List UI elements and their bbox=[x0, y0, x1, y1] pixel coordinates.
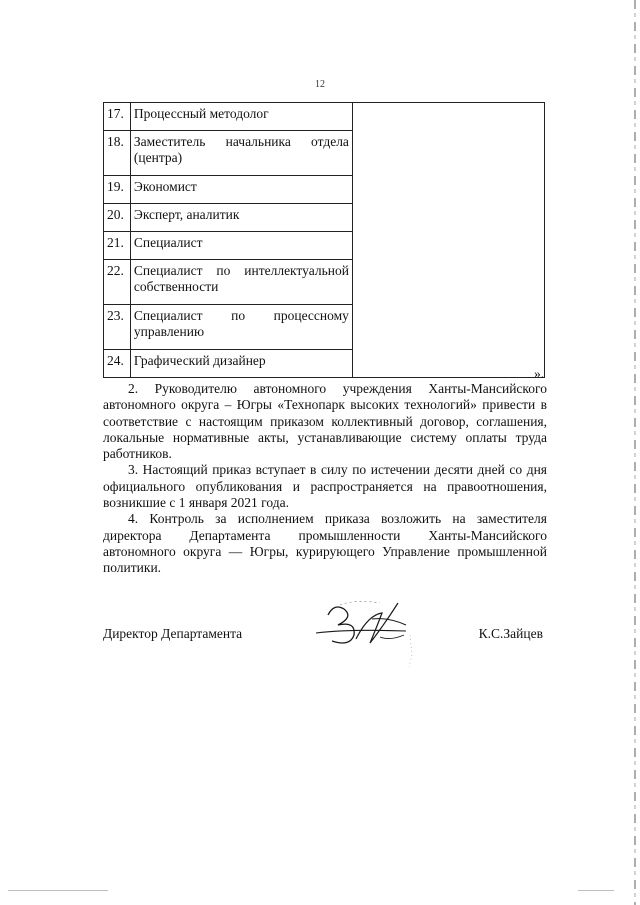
position-name: Специалист по интеллектуальной собственности bbox=[130, 260, 352, 305]
paragraph-3: 3. Настоящий приказ вступает в силу по истечении десяти дней со дня официального опубликования и распространяется на правоотношения, возникшие с 1 января 2021 года. bbox=[103, 462, 547, 511]
position-name: Графический дизайнер bbox=[130, 350, 352, 378]
scan-edge bbox=[634, 0, 636, 905]
signatory-name: К.С.Зайцев bbox=[478, 626, 543, 641]
position-name: Заместитель начальника отдела (центра) bbox=[130, 131, 352, 176]
row-number: 18. bbox=[104, 131, 131, 176]
paragraph-4: 4. Контроль за исполнением приказа возложить на заместителя директора Департамента промышленности Ханты-Мансийского автономного округа — Югры, курирующего Управление промышленной политики. bbox=[103, 511, 547, 576]
closing-quote-mark: ». bbox=[534, 366, 545, 381]
position-name: Специалист bbox=[130, 232, 352, 260]
position-name: Эксперт, аналитик bbox=[130, 204, 352, 232]
row-number: 23. bbox=[104, 305, 131, 350]
row-number: 21. bbox=[104, 232, 131, 260]
page-number: 12 bbox=[315, 79, 325, 90]
row-number: 19. bbox=[104, 176, 131, 204]
row-number: 22. bbox=[104, 260, 131, 305]
merged-empty-cell bbox=[352, 103, 544, 378]
position-name: Процессный методолог bbox=[130, 103, 352, 131]
position-name: Специалист по процессному управлению bbox=[130, 305, 352, 350]
handwritten-signature bbox=[310, 595, 430, 675]
signatory-position: Директор Департамента bbox=[103, 626, 243, 641]
scan-artifact bbox=[8, 890, 108, 891]
positions-table bbox=[103, 102, 545, 378]
scan-artifact bbox=[578, 890, 614, 891]
order-body bbox=[103, 381, 547, 577]
row-number: 20. bbox=[104, 204, 131, 232]
row-number: 24. bbox=[104, 350, 131, 378]
position-name: Экономист bbox=[130, 176, 352, 204]
paragraph-2: 2. Руководителю автономного учреждения Ханты-Мансийского автономного округа – Югры «Технопарк высоких технологий» привести в соответствие с настоящим приказом коллективный договор, соглашения, локальные нормативные акты, устанавливающие систему оплаты труда работников. bbox=[103, 381, 547, 462]
row-number: 17. bbox=[104, 103, 131, 131]
table-row bbox=[104, 103, 545, 131]
